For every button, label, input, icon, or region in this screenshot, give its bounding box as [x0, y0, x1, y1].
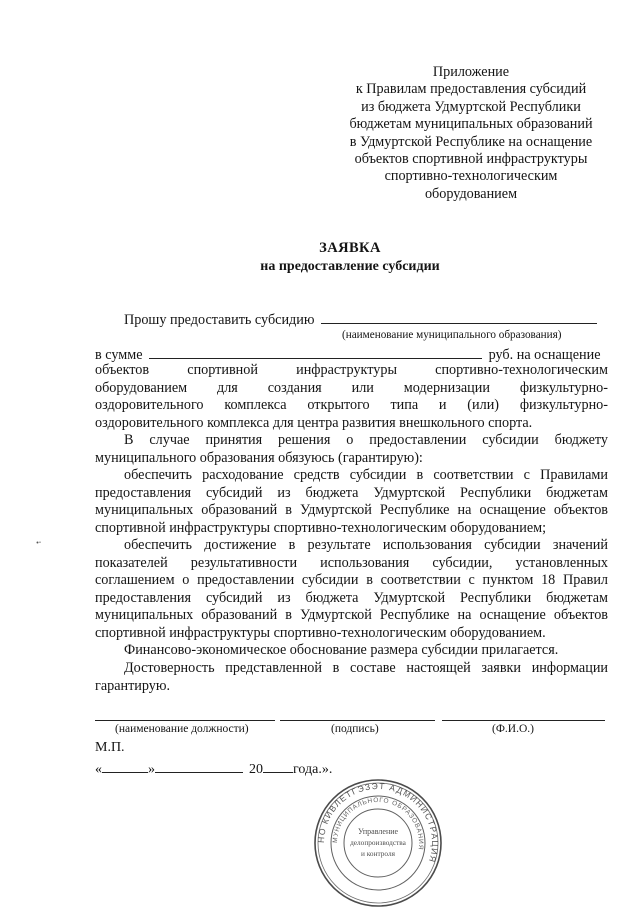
month-field[interactable]: [155, 760, 243, 773]
appendix-line: спортивно-технологическим: [384, 168, 558, 185]
text-line: муниципального образования обязуюсь (гарантирую):: [95, 449, 423, 466]
appendix-line: оборудованием: [424, 185, 518, 202]
text-line: оздоровительного комплекса открытого типа и (или) физкультурно-: [95, 397, 608, 414]
paragraph-results: [95, 537, 608, 643]
text-line: Финансово-экономическое обоснование размера субсидии прилагается.: [124, 642, 559, 658]
official-stamp: [312, 777, 444, 909]
year-suffix: года.».: [293, 762, 333, 777]
paragraph-guarantee: [95, 660, 608, 695]
stamp-outer-text: НО КИВЛЕТГЭЗЭТ АДМИНИСТРАЦИЯ: [315, 780, 441, 865]
day-field[interactable]: [102, 760, 148, 773]
text-line: обеспечить расходование средств субсидии в соответствии с Правилами: [124, 467, 608, 483]
request-block: [95, 311, 608, 363]
appendix-line: бюджетам муниципальных образований: [349, 116, 593, 133]
signature-field[interactable]: [280, 719, 435, 721]
text-line: оборудованием для создания или модернизации физкультурно-: [95, 379, 608, 396]
text-line: спортивной инфраструктуры спортивно-технологическим оборудованием;: [95, 519, 547, 536]
year-field[interactable]: [263, 760, 293, 773]
appendix-line: из бюджета Удмуртской Республики: [361, 98, 581, 115]
position-caption: (наименование должности): [115, 723, 249, 735]
paragraph-commitment: [95, 432, 608, 467]
document-title: ЗАЯВКА: [319, 240, 381, 256]
text-line: показателей результативности использования субсидии, установленных: [95, 554, 608, 571]
appendix-line: объектов спортивной инфраструктуры: [354, 151, 588, 168]
date-quote-close: »: [148, 762, 155, 777]
full-name-caption: (Ф.И.О.): [492, 723, 534, 735]
paragraph-purpose: [95, 362, 608, 432]
paragraph-spending: [95, 467, 608, 537]
text-line: обеспечить достижение в результате использования субсидии значений: [124, 537, 608, 553]
stamp-center-line: делопроизводства: [350, 838, 406, 847]
text-line: Достоверность представленной в составе настоящей заявки информации: [124, 660, 608, 676]
appendix-line: в Удмуртской Республике на оснащение: [349, 133, 593, 150]
seal-place-label: М.П.: [95, 740, 125, 755]
amount-field[interactable]: [149, 346, 482, 359]
signature-caption: (подпись): [331, 723, 379, 735]
text-line: муниципальных образований в Удмуртской Республике на оснащение объектов: [95, 607, 608, 624]
text-line: спортивной инфраструктуры спортивно-технологическим оборудованием.: [95, 624, 546, 641]
stamp-center-line: и контроля: [361, 849, 395, 858]
request-line: [95, 311, 608, 329]
paragraph-justification: [95, 642, 608, 660]
stamp-center-line: Управление: [357, 827, 399, 836]
text-line: гарантирую.: [95, 677, 171, 694]
request-prefix: Прошу предоставить субсидию: [124, 312, 315, 328]
municipality-caption: (наименование муниципального образования): [342, 328, 562, 341]
text-line: В случае принятия решения о предоставлении субсидии бюджету: [124, 432, 608, 448]
appendix-line: Приложение: [432, 64, 510, 80]
appendix-line: к Правилам предоставления субсидий: [355, 81, 587, 98]
date-line: [95, 760, 332, 778]
amount-prefix: в сумме: [95, 346, 143, 363]
position-field[interactable]: [95, 719, 275, 721]
text-line: предоставления субсидий из бюджета Удмуртской Республики бюджетам: [95, 484, 608, 501]
appendix-header: [330, 64, 612, 203]
text-line: предоставления субсидий из бюджета Удмуртской Республики бюджетам: [95, 589, 608, 606]
text-line: объектов спортивной инфраструктуры спортивно-технологическим: [95, 362, 608, 378]
text-line: оздоровительного комплекса для центра развития внешкольного спорта.: [95, 414, 533, 431]
municipality-name-field[interactable]: [321, 311, 597, 324]
document-subtitle: на предоставление субсидии: [260, 259, 440, 274]
text-line: муниципальных образований в Удмуртской Республике на оснащение объектов: [95, 502, 608, 519]
date-quote-open: «: [95, 762, 102, 777]
stamp-inner-text: МУНИЦИПАЛЬНОГО ОБРАЗОВАНИЯ: [331, 796, 425, 851]
text-line: соглашением о предоставлении субсидии в соответствии с пунктом 18 Правил: [95, 572, 608, 589]
scan-mark: [36, 541, 41, 544]
amount-suffix: руб. на оснащение: [488, 346, 601, 363]
full-name-field[interactable]: [442, 719, 605, 721]
amount-line: [95, 346, 608, 364]
year-prefix: 20: [249, 762, 263, 777]
